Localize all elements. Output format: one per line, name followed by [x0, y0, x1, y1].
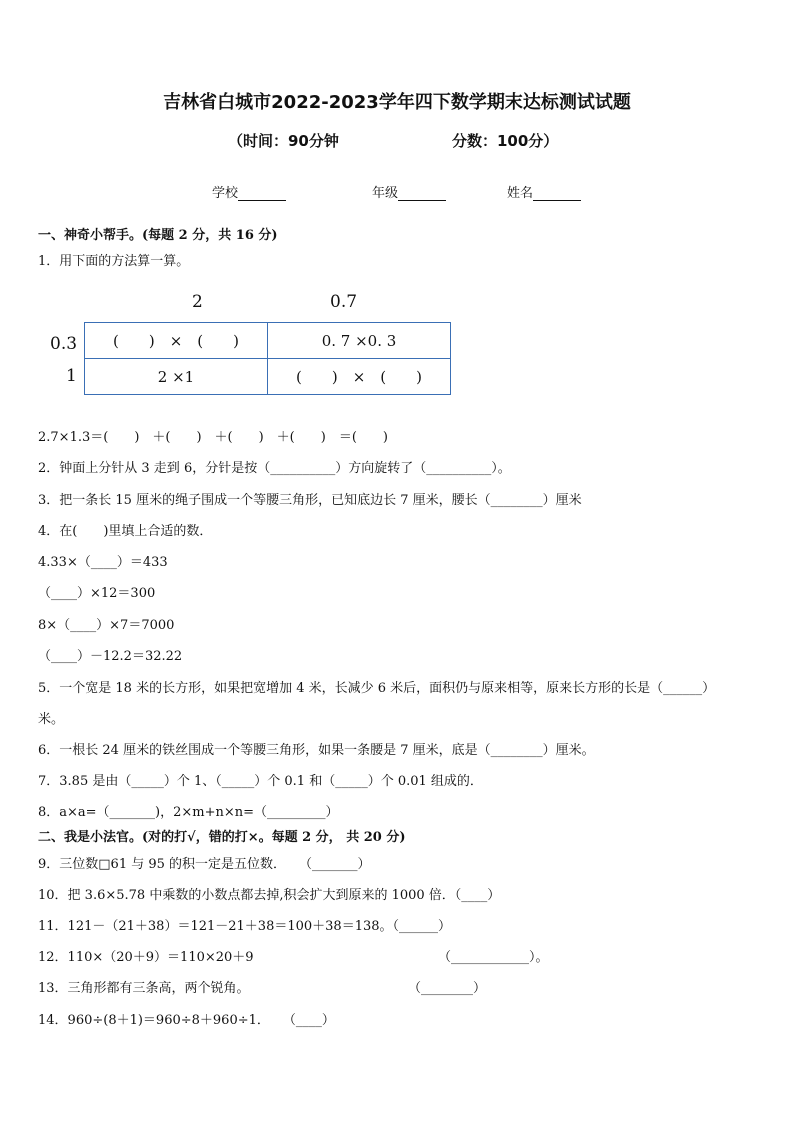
question-8: 8．a×a=（_______)，2×m+n×n=（_________）	[38, 805, 339, 820]
school-label: 学校	[212, 186, 239, 201]
question-4: 4．在( )里填上合适的数．	[38, 524, 213, 539]
grid-row	[85, 323, 451, 359]
question-12: 12．110×（20＋9）＝110×20＋9	[38, 950, 254, 965]
grid-row	[85, 359, 451, 395]
question-9: 9．三位数□61 与 95 的积一定是五位数． （_______）	[38, 857, 371, 872]
col-header-1: 2	[192, 292, 203, 312]
question-2: 2．钟面上分针从 3 走到 6，分针是按（__________）方向旋转了（__________）。	[38, 461, 511, 476]
question-7: 7．3.85 是由（_____）个 1、（_____）个 0.1 和（_____）个 0.01 组成的．	[38, 774, 483, 789]
question-13-answer[interactable]: （________）	[408, 981, 487, 996]
section2-heading: 二、我是小法官。(对的打√，错的打×。每题 2 分， 共 20 分)	[38, 830, 406, 845]
question-5-continued: 米。	[38, 712, 65, 727]
name-field[interactable]	[507, 182, 581, 201]
question-1: 1．用下面的方法算一算。	[38, 254, 190, 269]
question-11: 11．121－（21＋38）＝121－21＋38＝100＋38＝138。（______）	[38, 919, 452, 934]
question-4d: （____）－12.2＝32.22	[38, 649, 183, 664]
page-title: 吉林省白城市2022-2023学年四下数学期末达标测试试题	[163, 92, 631, 113]
col-header-2: 0.7	[330, 292, 358, 312]
question-4c: 8×（____）×7＝7000	[38, 618, 175, 633]
grid-cell-blank-product[interactable]: ( ) × ( )	[268, 359, 451, 395]
question-5: 5．一个宽是 18 米的长方形，如果把宽增加 4 米，长减少 6 米后，面积仍与原来相等，原来长方形的长是（______）	[38, 681, 716, 696]
question-10: 10．把 3.6×5.78 中乘数的小数点都去掉,积会扩大到原来的 1000 倍．（____）	[38, 888, 501, 903]
question-3: 3．把一条长 15 厘米的绳子围成一个等腰三角形，已知底边长 7 厘米，腰长（________）厘米	[38, 493, 582, 508]
row-header-1: 0.3	[50, 334, 78, 354]
row-header-2: 1	[66, 366, 77, 386]
question-1-expression: 2.7×1.3＝( ) ＋( ) ＋( ) ＋( ) ＝( )	[38, 430, 388, 445]
question-13: 13．三角形都有三条高，两个锐角。	[38, 981, 250, 996]
multiplication-grid	[84, 322, 451, 395]
grid-cell: 0. 7 ×0. 3	[268, 323, 451, 359]
exam-time: （时间：90分钟	[228, 132, 339, 150]
grade-blank[interactable]	[398, 186, 446, 201]
question-6: 6．一根长 24 厘米的铁丝围成一个等腰三角形，如果一条腰是 7 厘米，底是（________）厘米。	[38, 743, 595, 758]
grade-label: 年级	[372, 186, 399, 201]
exam-score: 分数：100分）	[452, 132, 559, 150]
question-14: 14．960÷(8＋1)＝960÷8＋960÷1． （____）	[38, 1013, 335, 1028]
grade-field[interactable]	[372, 182, 446, 201]
grid-cell: 2 ×1	[85, 359, 268, 395]
section1-heading: 一、神奇小帮手。(每题 2 分，共 16 分)	[38, 228, 278, 243]
name-label: 姓名	[507, 186, 534, 201]
name-blank[interactable]	[533, 186, 581, 201]
grid-cell-blank-product[interactable]: ( ) × ( )	[85, 323, 268, 359]
question-4b: （____）×12＝300	[38, 586, 156, 601]
question-4a: 4.33×（____）＝433	[38, 555, 168, 570]
question-12-answer[interactable]: （____________）。	[438, 950, 549, 965]
school-field[interactable]	[212, 182, 286, 201]
school-blank[interactable]	[238, 186, 286, 201]
